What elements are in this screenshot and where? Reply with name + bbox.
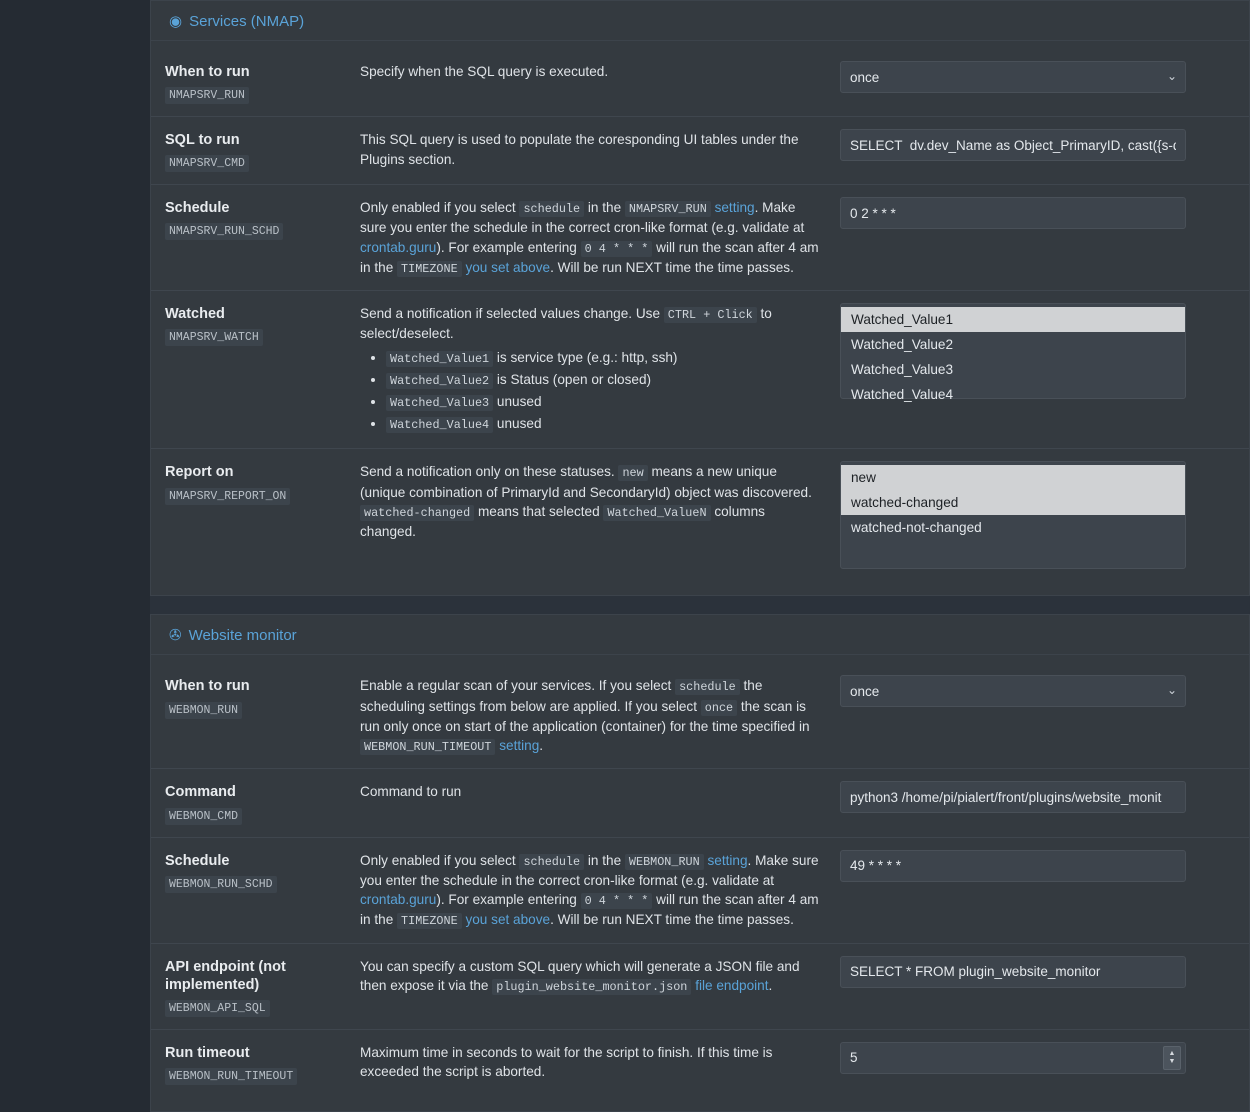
listbox-option[interactable]: Watched_Value1 — [841, 307, 1185, 332]
field-nmapsrv_watch — [840, 303, 1186, 403]
number-stepper[interactable] — [1163, 1046, 1181, 1070]
setting-label-cell — [165, 61, 360, 104]
setting-description: Send a notification if selected values change. Use CTRL + Click to select/deselect. • Watched_Value1 is service type (e.g.: http, ssh) • Watched_Value2 is Status (open or closed) • Watched_Value3 unused • Watched_Value4 unused — [360, 303, 840, 436]
globe-icon: ✇ — [169, 627, 182, 645]
setting-row — [151, 449, 1249, 581]
card-header — [151, 615, 1249, 655]
input-nmapsrv_run_schd[interactable] — [840, 197, 1186, 229]
setting-description: Only enabled if you select schedule in the WEBMON_RUN setting. Make sure you enter the schedule in the correct cron-like format (e.g. validate at crontab.guru). For example entering 0 4 * * * will run the scan after 4 am in the TIMEZONE you set above. Will be run NEXT time the time passes. — [360, 852, 819, 929]
listbox-option[interactable]: Watched_Value2 — [851, 337, 954, 353]
chevron-down-icon: ⌄ — [1166, 683, 1177, 698]
field-webmon_run_schd — [840, 850, 1186, 882]
setting-label-cell — [165, 197, 360, 240]
settings-card — [150, 614, 1250, 1111]
listbox-option[interactable]: watched-not-changed — [851, 520, 982, 536]
setting-row — [151, 185, 1249, 291]
input-webmon_api_sql[interactable] — [840, 956, 1186, 988]
settings-content — [150, 0, 1250, 1083]
select-wrapper — [840, 61, 1186, 93]
field-nmapsrv_run_schd — [840, 197, 1186, 229]
field-nmapsrv_cmd — [840, 129, 1186, 161]
setting-label-cell — [165, 850, 360, 893]
services-icon: ◉ — [169, 13, 183, 30]
setting-key: WEBMON_RUN_TIMEOUT — [165, 1068, 297, 1085]
setting-label-cell — [165, 129, 360, 172]
field-webmon_cmd — [840, 781, 1186, 813]
setting-row — [151, 838, 1249, 944]
listbox-nmapsrv_watch[interactable] — [840, 303, 1186, 403]
number-wrapper — [840, 1042, 1186, 1074]
setting-label: Schedule — [165, 200, 230, 217]
setting-label: Run timeout — [165, 1044, 250, 1061]
listbox-nmapsrv_report_on[interactable] — [840, 461, 1186, 569]
setting-label-cell — [165, 956, 360, 1017]
chevron-down-icon: ⌄ — [1166, 69, 1177, 83]
setting-key: NMAPSRV_RUN_SCHD — [165, 223, 283, 240]
input-webmon_run_schd[interactable] — [840, 850, 1186, 882]
settings-card — [150, 0, 1250, 596]
setting-label: SQL to run — [165, 132, 240, 149]
field-nmapsrv_report_on — [840, 461, 1186, 569]
field-webmon_api_sql — [840, 956, 1186, 988]
setting-row — [151, 769, 1249, 837]
setting-key: WEBMON_API_SQL — [165, 1000, 270, 1017]
input-webmon_run_timeout[interactable] — [840, 1042, 1186, 1074]
setting-description: Command to run — [360, 784, 462, 800]
stepper-up-icon[interactable]: ▲ — [1168, 1049, 1176, 1057]
listbox-option[interactable]: watched-changed — [841, 490, 1185, 515]
setting-label: Schedule — [165, 852, 230, 869]
setting-description: Enable a regular scan of your services. If you select schedule the scheduling settings from below are applied. If you select once the scan is run only once on start of the application (container) for the time specified in WEBMON_RUN_TIMEOUT setting. — [360, 678, 810, 755]
setting-description: Send a notification only on these statuses. new means a new unique (unique combination of PrimaryId and SecondaryId) object was discovered. watched-changed means that selected Watched_ValueN columns changed. — [360, 464, 812, 540]
card-body — [151, 655, 1249, 1110]
setting-description: You can specify a custom SQL query which will generate a JSON file and then expose it via the plugin_website_monitor.json file endpoint. — [360, 958, 800, 995]
setting-description: Specify when the SQL query is executed. — [360, 64, 609, 79]
card-title: Website monitor — [188, 627, 297, 645]
listbox-option[interactable]: Watched_Value4 — [851, 387, 954, 403]
field-nmapsrv_run — [840, 61, 1186, 93]
setting-label: Watched — [165, 306, 225, 323]
setting-label: When to run — [165, 64, 250, 80]
setting-label-cell — [165, 675, 360, 718]
card-header — [151, 1, 1249, 41]
setting-label: Report on — [165, 464, 234, 481]
setting-key: WEBMON_RUN — [165, 702, 242, 719]
setting-description: Maximum time in seconds to wait for the script to finish. If this time is exceeded the script is aborted. — [360, 1044, 773, 1080]
setting-row — [151, 663, 1249, 769]
setting-description: Only enabled if you select schedule in the NMAPSRV_RUN setting. Make sure you enter the schedule in the correct cron-like format (e.g. validate at crontab.guru). For example entering 0 4 * * * will run the scan after 4 am in the TIMEZONE you set above. Will be run NEXT time the time passes. — [360, 200, 819, 277]
setting-key: NMAPSRV_WATCH — [165, 329, 263, 346]
setting-row — [151, 944, 1249, 1030]
left-gutter — [0, 0, 150, 1000]
setting-label-cell — [165, 781, 360, 824]
card-title: Services (NMAP) — [189, 13, 305, 30]
setting-key: NMAPSRV_REPORT_ON — [165, 488, 290, 505]
setting-label-cell — [165, 461, 360, 504]
setting-key: WEBMON_RUN_SCHD — [165, 876, 277, 893]
select-wrapper — [840, 675, 1186, 707]
input-webmon_cmd[interactable] — [840, 781, 1186, 813]
stepper-down-icon[interactable]: ▼ — [1168, 1057, 1176, 1065]
setting-row — [151, 49, 1249, 117]
select-nmapsrv_run[interactable] — [840, 61, 1186, 93]
input-nmapsrv_cmd[interactable] — [840, 129, 1186, 161]
setting-row — [151, 291, 1249, 449]
setting-key: NMAPSRV_CMD — [165, 155, 249, 172]
setting-label-cell — [165, 303, 360, 346]
setting-label: API endpoint (not implemented) — [165, 958, 286, 993]
setting-label: When to run — [165, 678, 250, 695]
setting-label-cell — [165, 1042, 360, 1085]
setting-row — [151, 117, 1249, 185]
listbox-option[interactable]: new — [841, 465, 1185, 490]
setting-row — [151, 1030, 1249, 1097]
setting-key: NMAPSRV_RUN — [165, 87, 249, 104]
select-webmon_run[interactable] — [840, 675, 1186, 707]
listbox-option[interactable]: Watched_Value3 — [851, 362, 954, 378]
field-webmon_run — [840, 675, 1186, 707]
field-webmon_run_timeout — [840, 1042, 1186, 1074]
setting-key: WEBMON_CMD — [165, 808, 242, 825]
setting-label: Command — [165, 784, 236, 801]
card-body — [151, 41, 1249, 595]
setting-description: This SQL query is used to populate the coresponding UI tables under the Plugins section. — [360, 132, 799, 167]
